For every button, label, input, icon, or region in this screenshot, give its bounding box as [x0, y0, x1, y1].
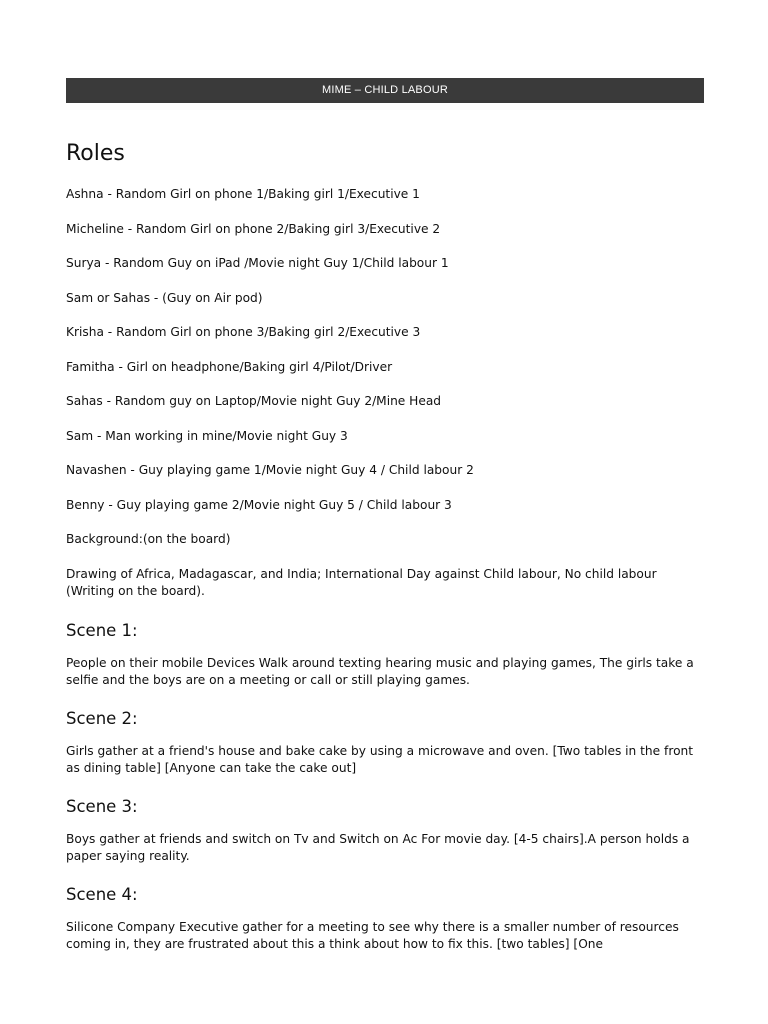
role-line: Benny - Guy playing game 2/Movie night Guy 5 / Child labour 3 [66, 497, 452, 512]
document-header-bar [66, 78, 704, 103]
scene-2-text: Girls gather at a friend's house and bake cake by using a microwave and oven. [Two tables in the front as dining table] [Anyone can take the cake out] [66, 743, 694, 775]
scene-3-title: Scene 3: [66, 796, 138, 816]
roles-heading: Roles [66, 141, 125, 166]
background-label: Background:(on the board) [66, 532, 231, 546]
scene-3-text: Boys gather at friends and switch on Tv and Switch on Ac For movie day. [4-5 chairs].A person holds a paper saying reality. [66, 831, 690, 863]
role-line: Micheline - Random Girl on phone 2/Baking girl 3/Executive 2 [66, 221, 441, 236]
role-line: Ashna - Random Girl on phone 1/Baking girl 1/Executive 1 [66, 187, 420, 201]
scene-1-title: Scene 1: [66, 620, 138, 640]
role-line: Navashen - Guy playing game 1/Movie night Guy 4 / Child labour 2 [66, 463, 474, 477]
role-line: Sahas - Random guy on Laptop/Movie night Guy 2/Mine Head [66, 394, 442, 408]
document-body [66, 138, 708, 971]
role-line: Famitha - Girl on headphone/Baking girl 4/Pilot/Driver [66, 359, 393, 374]
role-line: Surya - Random Guy on iPad /Movie night Guy 1/Child labour 1 [66, 256, 449, 270]
scene-1-text: People on their mobile Devices Walk around texting hearing music and playing games, The girls take a selfie and the boys are on a meeting or call or still playing games. [66, 655, 694, 687]
background-description: Drawing of Africa, Madagascar, and India; International Day against Child labour, No child labour (Writing on the board). [66, 566, 657, 598]
role-line: Sam or Sahas - (Guy on Air pod) [66, 290, 263, 305]
scene-4-title: Scene 4: [66, 884, 138, 904]
document-header-title: MIME – CHILD LABOUR [321, 84, 449, 96]
scene-4-text: Silicone Company Executive gather for a meeting to see why there is a smaller number of resources coming in, they are frustrated about this a think about how to fix this. [two tables] [One [66, 919, 679, 951]
role-line: Sam - Man working in mine/Movie night Guy 3 [66, 428, 348, 443]
role-line: Krisha - Random Girl on phone 3/Baking girl 2/Executive 3 [66, 325, 421, 339]
scene-2-title: Scene 2: [66, 708, 138, 728]
